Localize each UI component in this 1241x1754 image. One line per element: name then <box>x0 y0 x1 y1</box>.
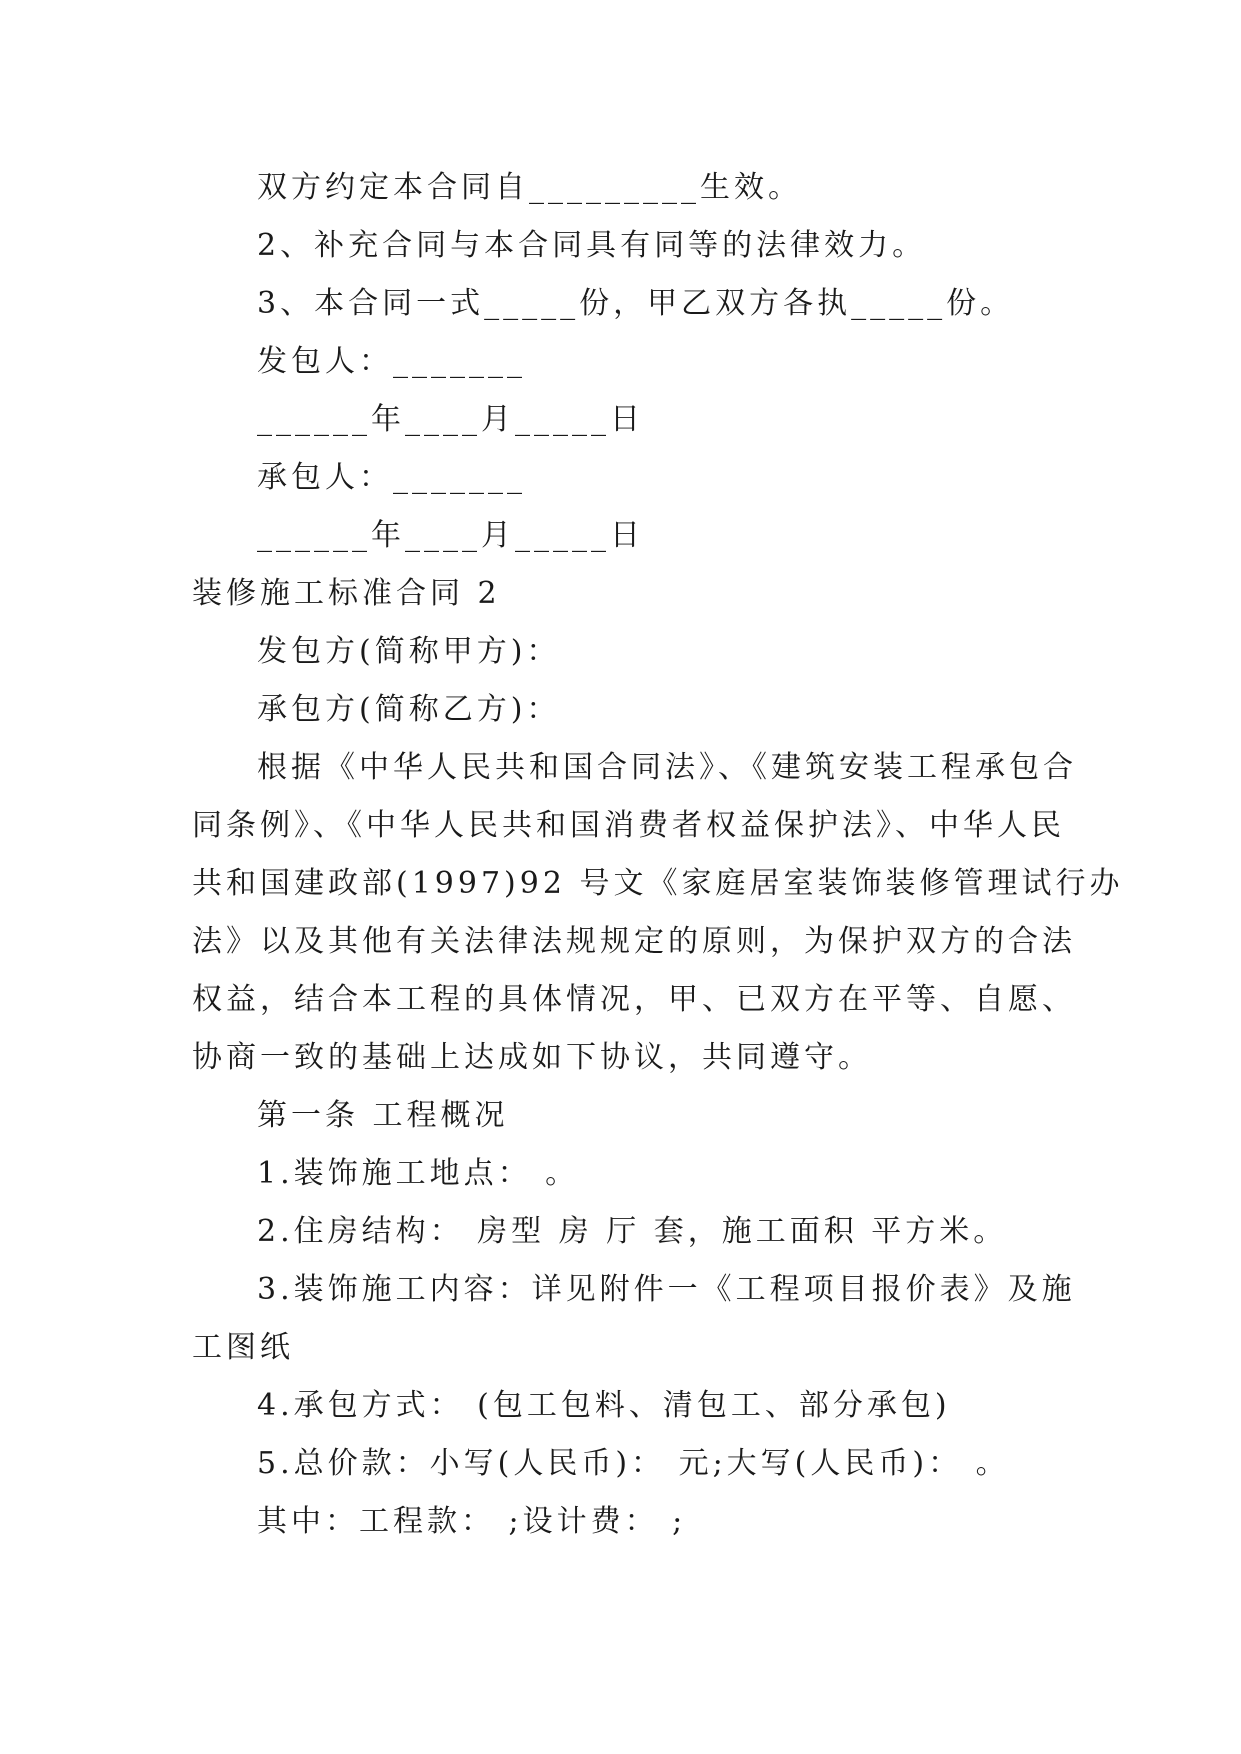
clause-copies: 3、本合同一式_____份，甲乙双方各执_____份。 <box>257 286 1015 321</box>
item-housing-structure: 2.住房结构： 房型 房 厅 套，施工面积 平方米。 <box>257 1214 1008 1249</box>
signature-contractor-date: ______年____月_____日 <box>257 518 644 553</box>
signature-employer-date: ______年____月_____日 <box>257 402 644 437</box>
preamble-line-3: 共和国建政部(1997)92 号文《家庭居室装饰装修管理试行办 <box>192 866 1124 901</box>
preamble-line-4: 法》以及其他有关法律法规规定的原则，为保护双方的合法 <box>192 924 1076 959</box>
item-total-price: 5.总价款：小写(人民币)： 元;大写(人民币)： 。 <box>257 1446 1010 1481</box>
clause-effective-date: 双方约定本合同自_________生效。 <box>257 170 802 205</box>
preamble-line-1: 根据《中华人民共和国合同法》、《建筑安装工程承包合 <box>257 750 1077 785</box>
item-price-breakdown: 其中：工程款： ;设计费： ; <box>257 1504 687 1539</box>
party-a: 发包方(简称甲方)： <box>257 634 561 669</box>
preamble-line-2: 同条例》、《中华人民共和国消费者权益保护法》、中华人民 <box>192 808 1065 843</box>
signature-employer: 发包人：_______ <box>257 344 526 379</box>
article-1-heading: 第一条 工程概况 <box>257 1098 509 1133</box>
clause-supplement-validity: 2、补充合同与本合同具有同等的法律效力。 <box>257 228 927 263</box>
party-b: 承包方(简称乙方)： <box>257 692 561 727</box>
item-contract-method: 4.承包方式： (包工包料、清包工、部分承包) <box>257 1388 951 1423</box>
item-site-location: 1.装饰施工地点： 。 <box>257 1156 580 1191</box>
signature-contractor: 承包人：_______ <box>257 460 526 495</box>
preamble-line-6: 协商一致的基础上达成如下协议，共同遵守。 <box>192 1040 872 1075</box>
preamble-line-5: 权益，结合本工程的具体情况，甲、已双方在平等、自愿、 <box>192 982 1076 1017</box>
item-construction-content-2: 工图纸 <box>192 1330 294 1365</box>
item-construction-content-1: 3.装饰施工内容：详见附件一《工程项目报价表》及施 <box>257 1272 1076 1307</box>
section-title: 装修施工标准合同 2 <box>192 576 501 611</box>
